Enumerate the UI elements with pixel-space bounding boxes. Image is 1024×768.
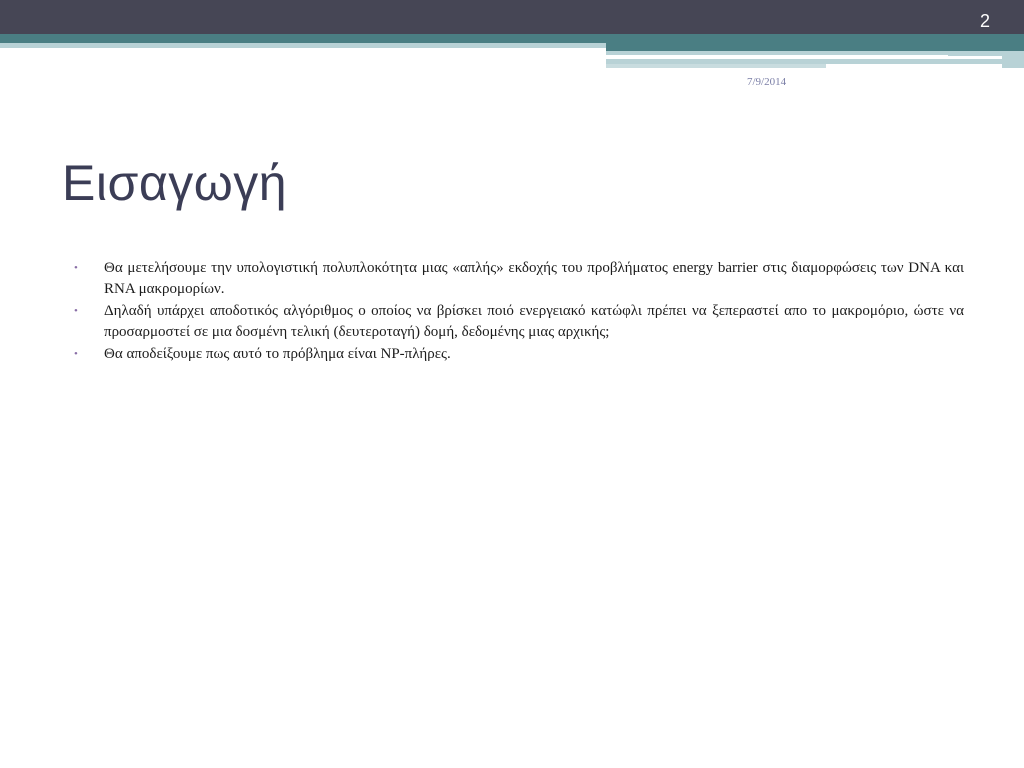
slide-title: Εισαγωγή	[62, 155, 288, 211]
bullet-text: Θα αποδείξουμε πως αυτό το πρόβλημα είναι NP-πλήρες.	[104, 346, 451, 362]
bullet-text: Θα μετελήσουμε την υπολογιστική πολυπλοκότητα μιας «απλής» εκδοχής του προβλήματος energy barrier στις διαμορφώσεις των DNA και RNA μακρομορίων.	[104, 260, 964, 297]
header-band	[0, 0, 1024, 34]
bullet-item	[74, 344, 964, 365]
bullet-icon: •	[74, 262, 78, 274]
header-stripe	[606, 43, 1024, 51]
slide-number: 2	[979, 11, 990, 31]
header-stripe	[606, 55, 948, 57]
header-stripe	[1002, 51, 1024, 68]
header-stripe	[0, 34, 1024, 43]
bullet-list	[74, 258, 964, 366]
bullet-item	[74, 258, 964, 300]
bullet-item	[74, 301, 964, 343]
header-stripe	[0, 43, 606, 48]
header-stripe	[606, 64, 826, 68]
bullet-text: Δηλαδή υπάρχει αποδοτικός αλγόριθμος ο οποίος να βρίσκει ποιό ενεργειακό κατώφλι πρέπει να ξεπεραστεί απο το μακρομόριο, ώστε να προσαρμοστεί σε μια δοσμένη τελική (δευτεροταγή) δομή, δεδομένης μιας αρχικής;	[104, 303, 964, 340]
bullet-icon: •	[74, 348, 78, 360]
bullet-icon: •	[74, 305, 78, 317]
slide-date: 7/9/2014	[747, 76, 787, 88]
